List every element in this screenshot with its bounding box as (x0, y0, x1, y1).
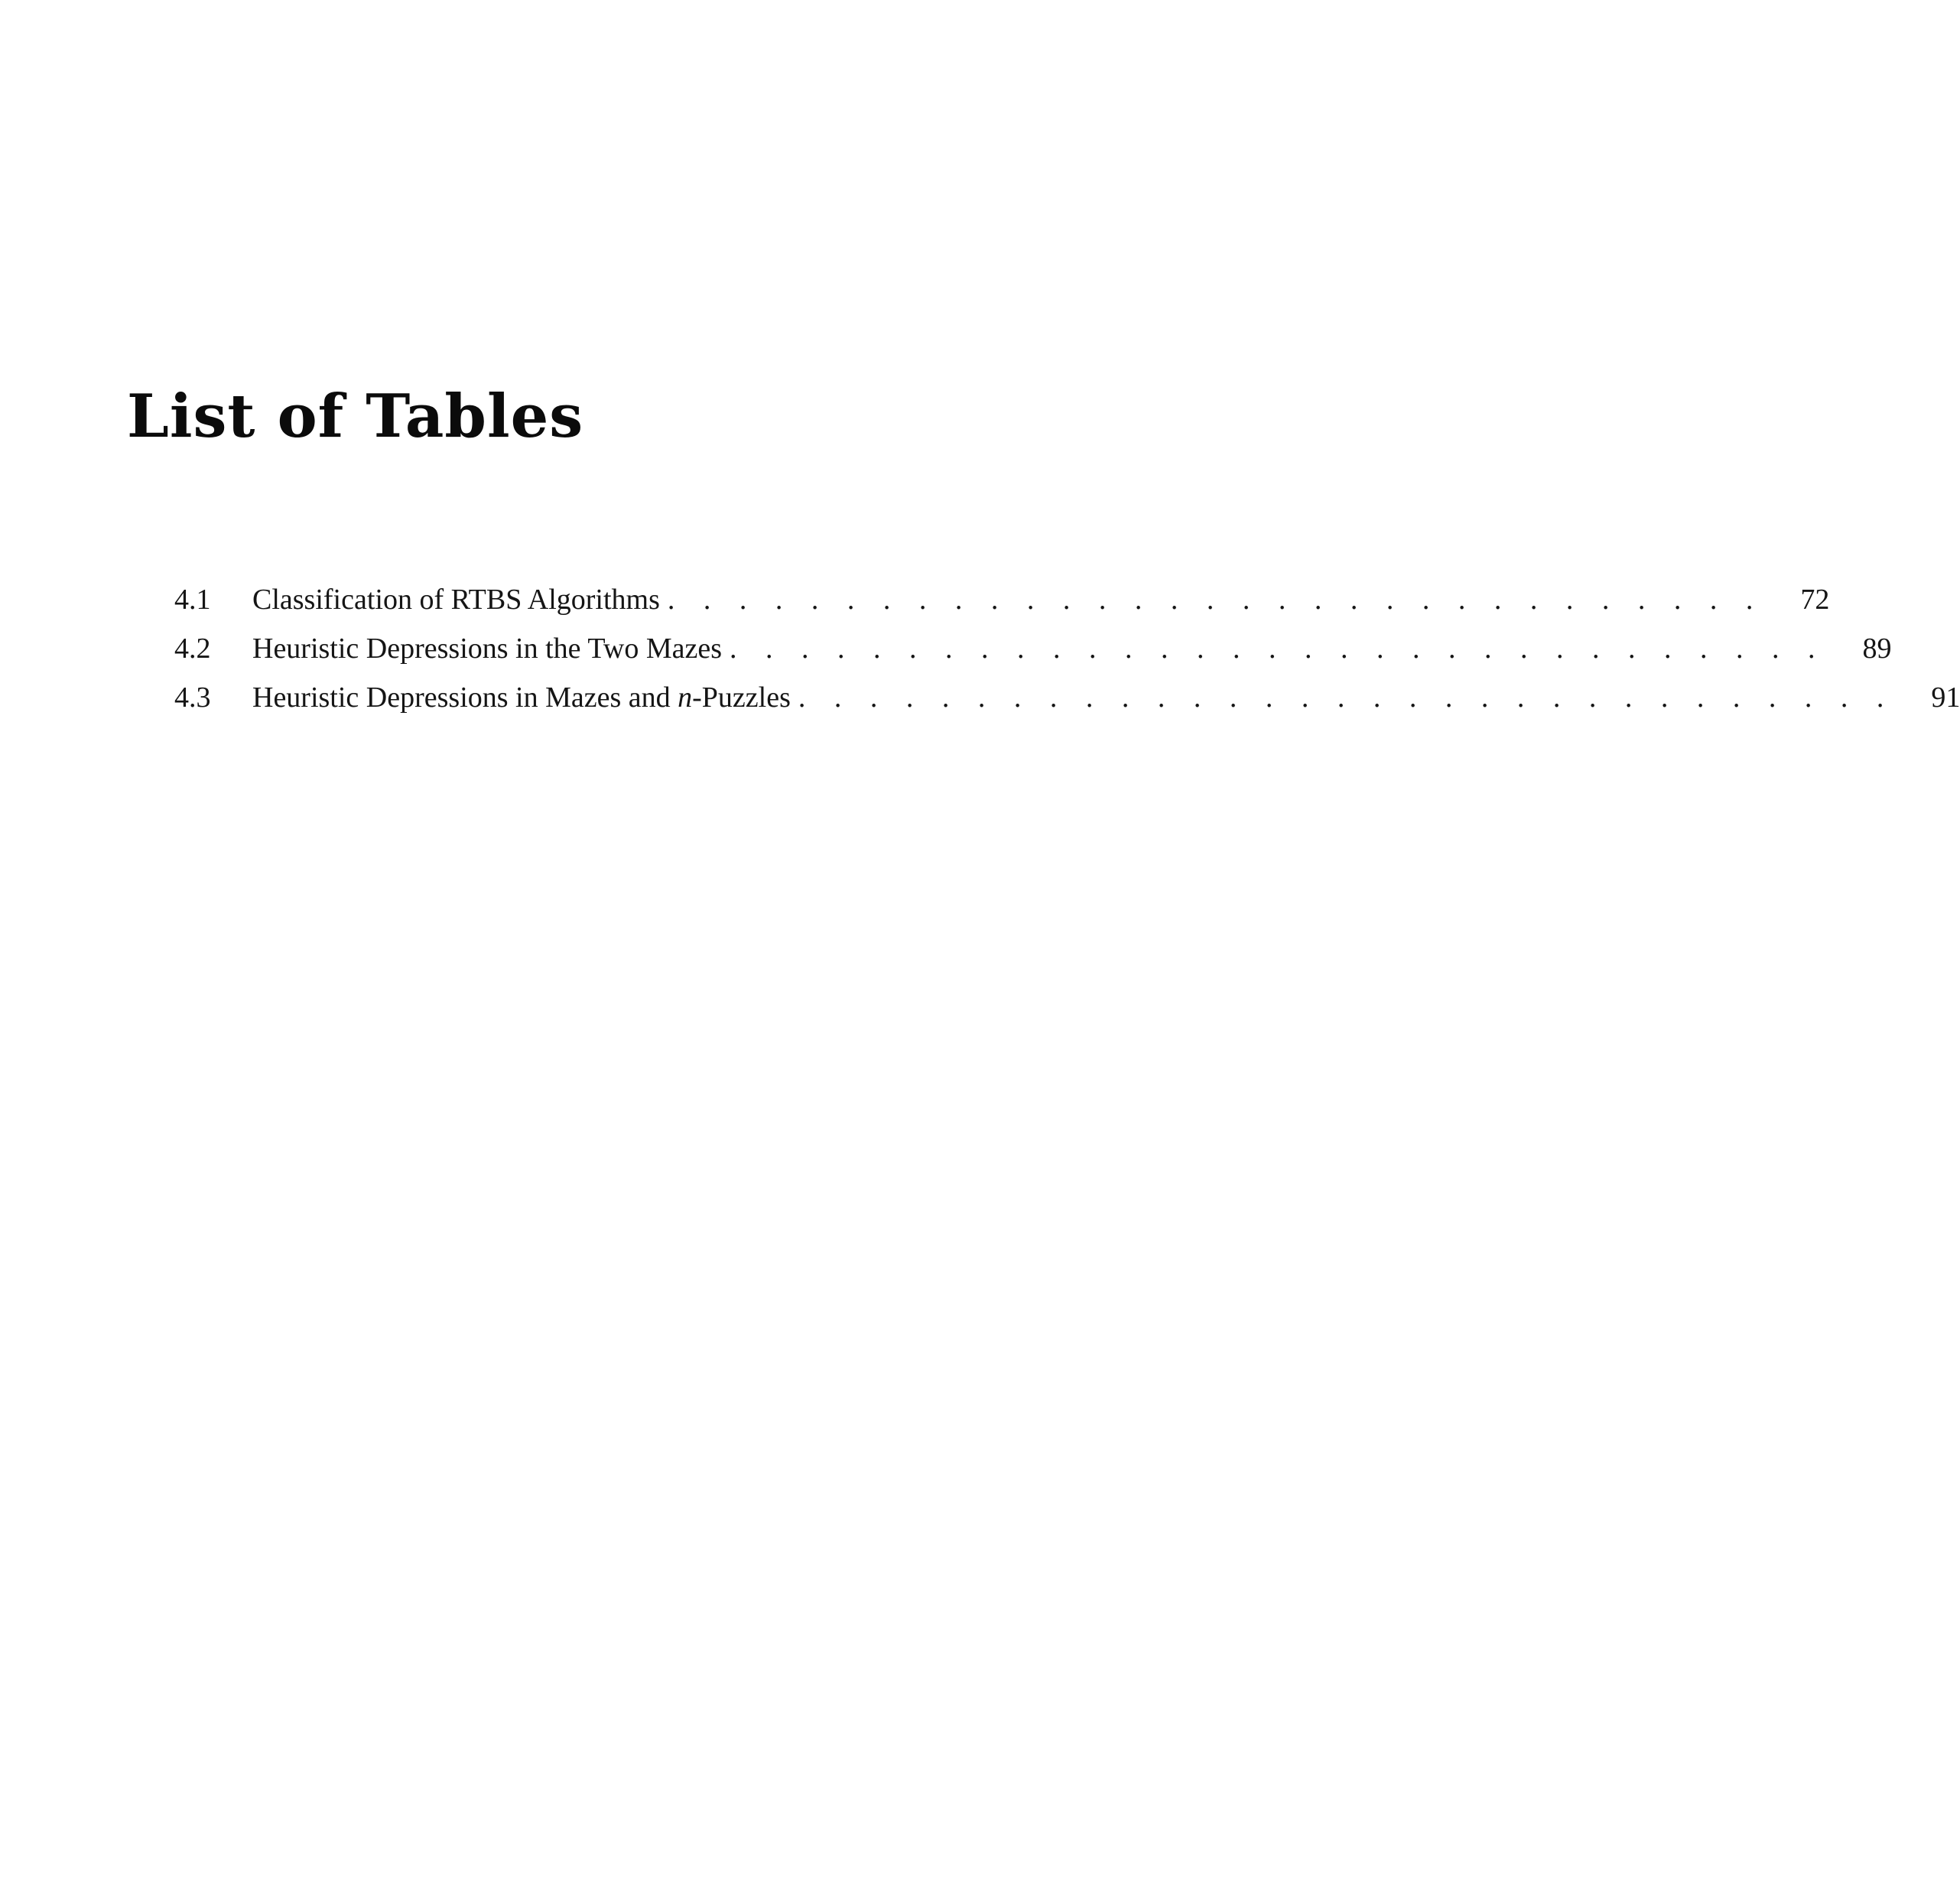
table-caption (252, 673, 791, 722)
page-number: 91 (1931, 681, 1960, 714)
page-title: List of Tables (127, 382, 584, 451)
dot-leader: . . . . . . . . . . . . . . . . . . . . . . . . . . . . . . . (730, 633, 1826, 665)
list-of-tables (174, 575, 1960, 722)
table-number: 4.3 (174, 681, 211, 714)
toc-entry-4-3[interactable] (174, 673, 1960, 722)
caption-text: -Puzzles (692, 681, 791, 714)
dot-leader: . . . . . . . . . . . . . . . . . . . . . . . . . . . . . . . (798, 681, 1895, 714)
dot-leader: . . . . . . . . . . . . . . . . . . . . . . . . . . . . . . . (667, 584, 1764, 616)
toc-entry-4-2[interactable] (174, 624, 1892, 673)
table-caption: Classification of RTBS Algorithms (252, 584, 660, 616)
math-variable: n (678, 681, 693, 714)
table-caption: Heuristic Depressions in the Two Mazes (252, 633, 723, 665)
caption-text: Heuristic Depressions in Mazes and (252, 681, 678, 714)
page-number: 89 (1862, 633, 1892, 665)
table-number: 4.2 (174, 633, 211, 665)
table-number: 4.1 (174, 584, 211, 616)
toc-entry-4-1[interactable] (174, 575, 1830, 624)
page-number: 72 (1800, 584, 1830, 616)
